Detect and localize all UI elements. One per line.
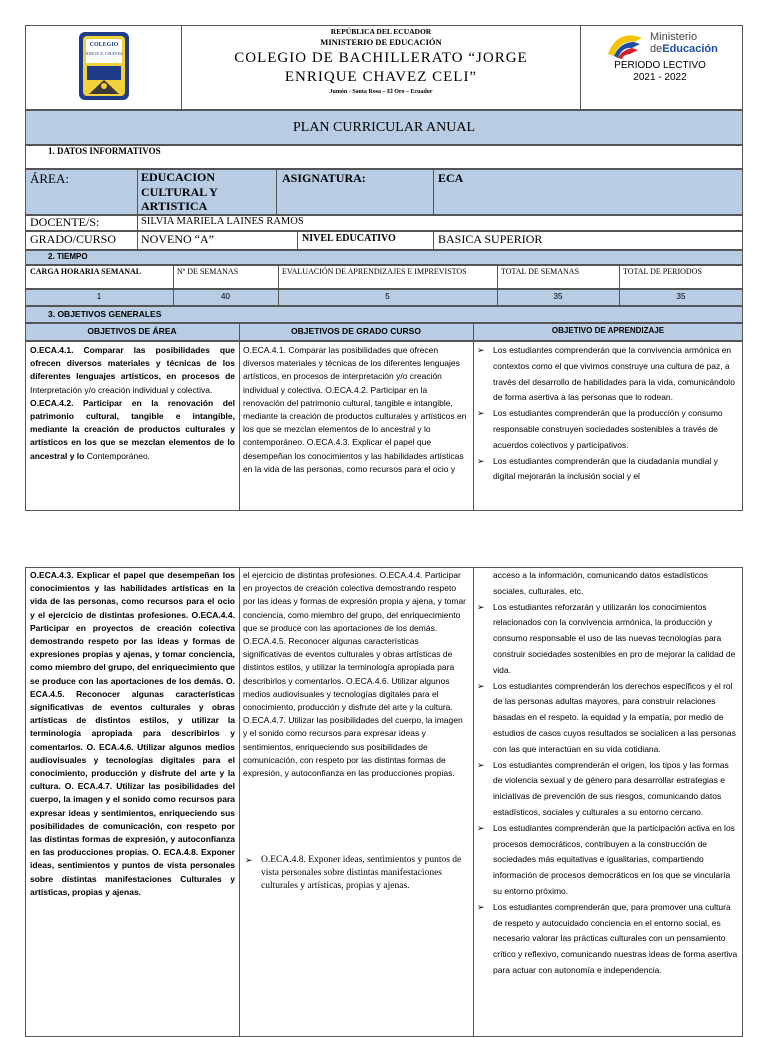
school-name: COLEGIO DE BACHILLERATO “JORGE [234,50,528,66]
educacion-logo-text [650,43,730,55]
tiempo-value: 35 [676,292,686,301]
nivel-value: BASICA SUPERIOR [438,232,543,246]
location-text: Jumón - Santa Rosa – El Oro – Ecuador [329,89,433,95]
objetivos-heading: 3. OBJETIVOS GENERALES [48,309,162,319]
school-name: ENRIQUE CHAVEZ CELI” [284,69,478,85]
nivel-label: NIVEL EDUCATIVO [302,233,396,244]
objective-bold: O.ECA.4.2. Participar en la renovación del patrimonio cultural, tangible e intangible, mediante la creación de productos culturales y artísticos en los que se mezclan elementos de lo ancestral y lo [30,397,235,461]
crest-text: COLEGIO [89,42,119,48]
ministerio-flag-icon [606,30,646,60]
tiempo-header: CARGA HORARIA SEMANAL [30,267,142,276]
divider [473,323,474,511]
ministerio-text: Ministerio [650,31,698,43]
tiempo-header: TOTAL DE SEMANAS [501,267,580,276]
grado-objectives-p1: O.ECA.4.1. Comparar las posibilidades que ofrecen diversos materiales y técnicas de los diferentes lenguajes artísticos, en procesos de interpretación y/o creación individual y colectiva. O.ECA.4.2. Participar en la renovación del patrimonio cultural, tangible e intangible, mediante la creación de productos culturales y artísticos en los que se mezclan elementos de lo ancestral y lo contemporáneo. O.ECA.4.3. Explicar el papel que desempeñan los conocimientos y las habilidades artísticas en la vida de las personas, como recursos para el ocio y [243,345,467,474]
list-item-continuation: acceso a la información, comunicando datos estadísticos sociales, culturales, etc. [493,570,708,596]
grado-label: GRADO/CURSO [30,232,117,246]
grado-objective-bullet [243,854,469,893]
list-item: ➢ Los estudiantes comprenderán el origen, los tipos y las formas de violencia sexual y de género para desarrollar estrategias e iniciativas de prevención de sus riesgos, comunicando datos estadísticos, sociales y culturales a su entorno cercano. [475,758,740,821]
divider [473,567,474,1037]
area-objectives-p2: O.ECA.4.3. Explicar el papel que desempeñan los conocimientos y las habilidades artísticas en la vida de las personas, como recursos para el ocio y el ejercicio de distintas profesiones. O.ECA.4.4. Participar en proyectos de creación colectiva demostrando respeto por las ideas y formas de expresiones propias y ajenas, y tomar conciencia, como miembro del grupo, del enriquecimiento que se produce con las aportaciones de los demás. O. ECA.4.5. Reconocer algunas características significativas de eventos culturales y obras artísticas de distintos estilos, y utilizar la terminología apropiada para describirlos y comentarlos. O. ECA.4.6. Utilizar algunos medios audiovisuales y tecnologías digitales para el conocimiento, producción y disfrute del arte y la cultura. O. ECA.4.7. Utilizar las posibilidades del cuerpo, la imagen y el sonido como recursos para expresar ideas y sentimientos, enriqueciendo sus posibilidades de comunicación, con respeto por las distintas formas de expresión, y autoconfianza en las producciones propias. O. ECA.4.8. Exponer ideas, sentimientos y puntos de vista personales sobre distintas manifestaciones Culturales y artísticas, propias y ajenas. [30,570,235,897]
de-text: de [650,43,663,55]
objective-bold: O.ECA.4.1. Comparar las posibilidades que ofrecen diversos materiales y técnicas de los diferentes lenguajes artísticos, en procesos de [30,345,235,382]
divider [137,169,138,215]
aprendizaje-objectives-p1 [475,343,740,510]
list-item: ➢ Los estudiantes comprenderán que la participación activa en los procesos democráticos, contribuyen a la construcción de sociedades más equitativas e igualitarias, compartiendo información de procesos democráticos en los que se vincularía su entorno próximo. [475,821,740,900]
page-title: PLAN CURRICULAR ANUAL [25,110,743,145]
docente-row [25,215,743,231]
list-item: ➢ Los estudiantes reforzarán y utilizarán los conocimientos relacionados con la convivencia armónica, la producción y consumo responsable el uso de las nuevas tecnologías para construir sociedades sostenibles en pro de mejorar la calidad de vida. [475,600,740,679]
list-item: ➢ Los estudiantes comprenderán que, para promover una cultura de respeto y autocuidado conciencia en el entorno social, es necesario valorar las prácticas culturales con un pensamiento crítico y reflexivo, comunicando nuestras ideas de forma asertiva para actuar con autonomía e independencia. [475,900,740,979]
objective-text: Interpretación y/o creación individual y colectiva. [30,384,213,395]
objective-text: Contemporáneo. [86,450,151,461]
col-header-aprendizaje: OBJETIVO DE APRENDIZAJE [551,326,665,335]
area-row [25,169,743,215]
area-value: EDUCACION CULTURAL Y ARTISTICA [141,170,218,213]
list-item: ➢ O.ECA.4.8. Exponer ideas, sentimientos y puntos de vista personales sobre distintas manifestaciones culturales y artísticas, propias y ajenas. [243,854,469,893]
grado-objectives-p2: el ejercicio de distintas profesiones. O.ECA.4.4. Participar en proyectos de creación colectiva demostrando respeto por las ideas y formas de expresión propia y ajena, y tomar conciencia, como miembro del grupo, del enriquecimiento que se produce con las aportaciones de los demás. O.ECA.4.5. Reconocer algunas características significativas de eventos culturales y obras artísticas de distintos estilos, y utilizar la terminología apropiada para describirlos y comentarlos. O.ECA.4.6. Utilizar algunos medios audiovisuales y tecnologías digitales para el conocimiento, producción y disfrute del arte y la cultura. O.ECA.4.7. Utilizar las posibilidades del cuerpo, la imagen y el sonido como recursos para expresar ideas y sentimientos, enriqueciendo sus posibilidades de comunicación, con respeto por las distintas formas de expresión, y autoconfianza en las producciones propias. [243,570,467,779]
school-crest-logo [75,30,133,102]
tiempo-header: EVALUACIÓN DE APRENDIZAJES E IMPREVISTOS [282,267,467,276]
divider [433,231,434,250]
datos-heading: 1. DATOS INFORMATIVOS [48,146,161,156]
tiempo-value: 40 [221,292,230,301]
list-item: ➢ Los estudiantes comprenderán los derechos específicos y el rol de las personas adultas mayores, para construir relaciones basadas en el respeto. la equidad y la empatía, por medio de estudios de casos cuyos resultados se socialicen a las personas con las que interactúan en su vida cotidiana. [475,679,740,758]
asignatura-value: ECA [438,171,464,185]
divider [239,567,240,1037]
tiempo-header: Nº DE SEMANAS [177,267,239,276]
tiempo-value: 1 [96,292,102,301]
divider [276,169,277,215]
republic-text: REPÚBLICA DEL ECUADOR [330,27,432,36]
crest-name: JORGE E. CHAVEZ [85,51,123,56]
grado-value: NOVENO “A” [141,232,214,246]
periodo-value: 2021 - 2022 [633,72,687,83]
tiempo-header: TOTAL DE PERIODOS [623,267,702,276]
area-label: ÁREA: [30,171,69,186]
divider [239,323,240,511]
divider [297,231,298,250]
divider [137,215,138,231]
periodo-label: PERIODO LECTIVO [614,60,706,71]
divider [137,231,138,250]
list-item: ➢ Los estudiantes comprenderán que la ciudadanía mundial y digital mejorarán la inclusión social y el [475,454,740,486]
asignatura-label: ASIGNATURA: [282,171,366,185]
tiempo-heading-row [25,250,743,265]
list-item: ➢ Los estudiantes comprenderán que la producción y consumo responsable construyen sociedades sostenibles a través de acuerdos colectivos y participativos. [475,406,740,453]
docente-label: DOCENTE/S: [30,215,100,229]
tiempo-value: 5 [385,292,390,301]
list-item: ➢ Los estudiantes comprenderán que la convivencia armónica en contextos como el que vivimos construye una cultura de paz, a través del desarrollo de habilidades para la vida, comunicándolo de forma asertiva a las personas que lo rodean. [475,343,740,406]
aprendizaje-objectives-p2 [475,568,740,1024]
docente-value: SILVIA MARIELA LAINES RAMOS [141,216,304,227]
ministry-text: MINISTERIO DE EDUCACIÓN [320,37,442,47]
tiempo-heading: 2. TIEMPO [48,252,88,261]
divider [580,25,581,110]
area-objectives-p1 [30,344,235,509]
col-header-grado: OBJETIVOS DE GRADO CURSO [291,326,421,336]
divider [433,169,434,215]
educacion-text: Educación [662,43,718,55]
col-header-area: OBJETIVOS DE ÁREA [87,326,177,336]
tiempo-value: 35 [553,292,563,301]
